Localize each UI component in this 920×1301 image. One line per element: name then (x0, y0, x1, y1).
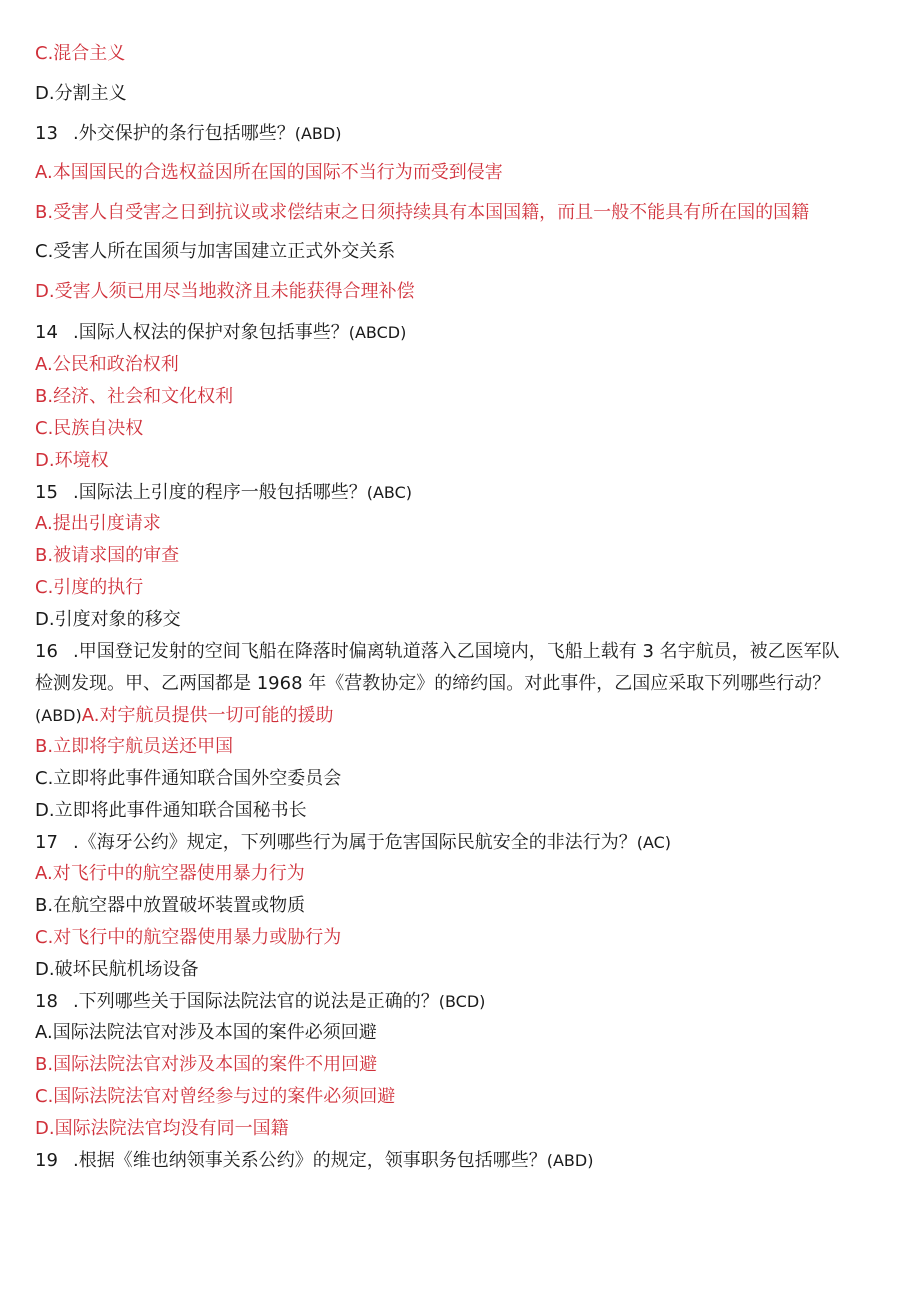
answer-key: (ABD) (35, 706, 82, 725)
answer-key: (BCD) (438, 992, 486, 1011)
option-d-line: D.分割主义 (35, 83, 127, 104)
question-number: 16 (35, 641, 58, 662)
question-14 (35, 322, 406, 344)
question-15 (35, 482, 412, 504)
question-text: .《海牙公约》规定，下列哪些行为属于危害国际民航安全的非法行为？ (73, 832, 637, 853)
question-16 (35, 641, 840, 663)
answer-key: (ABD) (294, 124, 342, 143)
option-b-line: B.国际法院法官对涉及本国的案件不用回避 (35, 1054, 378, 1075)
option-c-line: C.受害人所在国须与加害国建立正式外交关系 (35, 241, 396, 262)
question-text: .下列哪些关于国际法院法官的说法是正确的？ (73, 991, 439, 1012)
option-a-line: A.提出引度请求 (35, 513, 161, 534)
option-a-line: A.国际法院法官对涉及本国的案件必须回避 (35, 1022, 377, 1043)
answer-key: (ABCD) (348, 323, 407, 342)
question-number: 14 (35, 322, 58, 343)
question-19 (35, 1150, 593, 1172)
question-text: .国际法上引度的程序一般包括哪些？ (73, 482, 367, 503)
option-b-line: B.立即将宇航员送还甲国 (35, 736, 234, 757)
question-number: 13 (35, 123, 58, 144)
question-number: 15 (35, 482, 58, 503)
question-text: .根据《维也纳领事关系公约》的规定，领事职务包括哪些？ (73, 1150, 547, 1171)
option-b-line: B.被请求国的审查 (35, 545, 180, 566)
option-a-line: A.对飞行中的航空器使用暴力行为 (35, 863, 305, 884)
option-d-line: D.受害人须已用尽当地救济且未能获得合理补偿 (35, 281, 415, 302)
option-a-line: A.本国国民的合选权益因所在国的国际不当行为而受到侵害 (35, 162, 503, 183)
question-16-continuation: 检测发现。甲、乙两国都是 1968 年《营教协定》的缔约国。对此事件，乙国应采取下列哪些行动？ (35, 673, 831, 694)
option-d-line: D.引度对象的移交 (35, 609, 181, 630)
option-c-line: C.对飞行中的航空器使用暴力或胁行为 (35, 927, 342, 948)
option-c-line: C.引度的执行 (35, 577, 144, 598)
option-c-line: C.民族自决权 (35, 418, 144, 439)
question-18 (35, 991, 485, 1013)
option-c-line: C.国际法院法官对曾经参与过的案件必须回避 (35, 1086, 396, 1107)
option-b-line: B.在航空器中放置破坏装置或物质 (35, 895, 306, 916)
option-a-line: A.对宇航员提供一切可能的援助 (81, 705, 334, 726)
option-c-line: C.混合主义 (35, 43, 126, 64)
question-number: 19 (35, 1150, 58, 1171)
option-b-line: B.经济、社会和文化权利 (35, 386, 234, 407)
question-17 (35, 832, 671, 854)
answer-key: (ABC) (366, 483, 413, 502)
question-text: .甲国登记发射的空间飞船在降落时偏离轨道落入乙国境内，飞船上载有 3 名宇航员，被乙医军队 (73, 641, 840, 662)
question-number: 17 (35, 832, 58, 853)
option-a-line: A.公民和政治权利 (35, 354, 179, 375)
option-d-line: D.立即将此事件通知联合国秘书长 (35, 800, 307, 821)
option-d-line: D.环境权 (35, 450, 109, 471)
question-13 (35, 123, 341, 145)
question-16-answer-line (35, 705, 333, 727)
question-text: .国际人权法的保护对象包括事些？ (73, 322, 349, 343)
question-text: .外交保护的条行包括哪些？ (73, 123, 295, 144)
option-d-line: D.国际法院法官均没有同一国籍 (35, 1118, 289, 1139)
answer-key: (AC) (636, 833, 672, 852)
option-d-line: D.破坏民航机场设备 (35, 959, 199, 980)
option-b-line: B.受害人自受害之日到抗议或求偿结束之日须持续具有本国国籍，而且一般不能具有所在国的国籍 (35, 202, 810, 223)
answer-key: (ABD) (546, 1151, 594, 1170)
option-c-line: C.立即将此事件通知联合国外空委员会 (35, 768, 342, 789)
question-number: 18 (35, 991, 58, 1012)
